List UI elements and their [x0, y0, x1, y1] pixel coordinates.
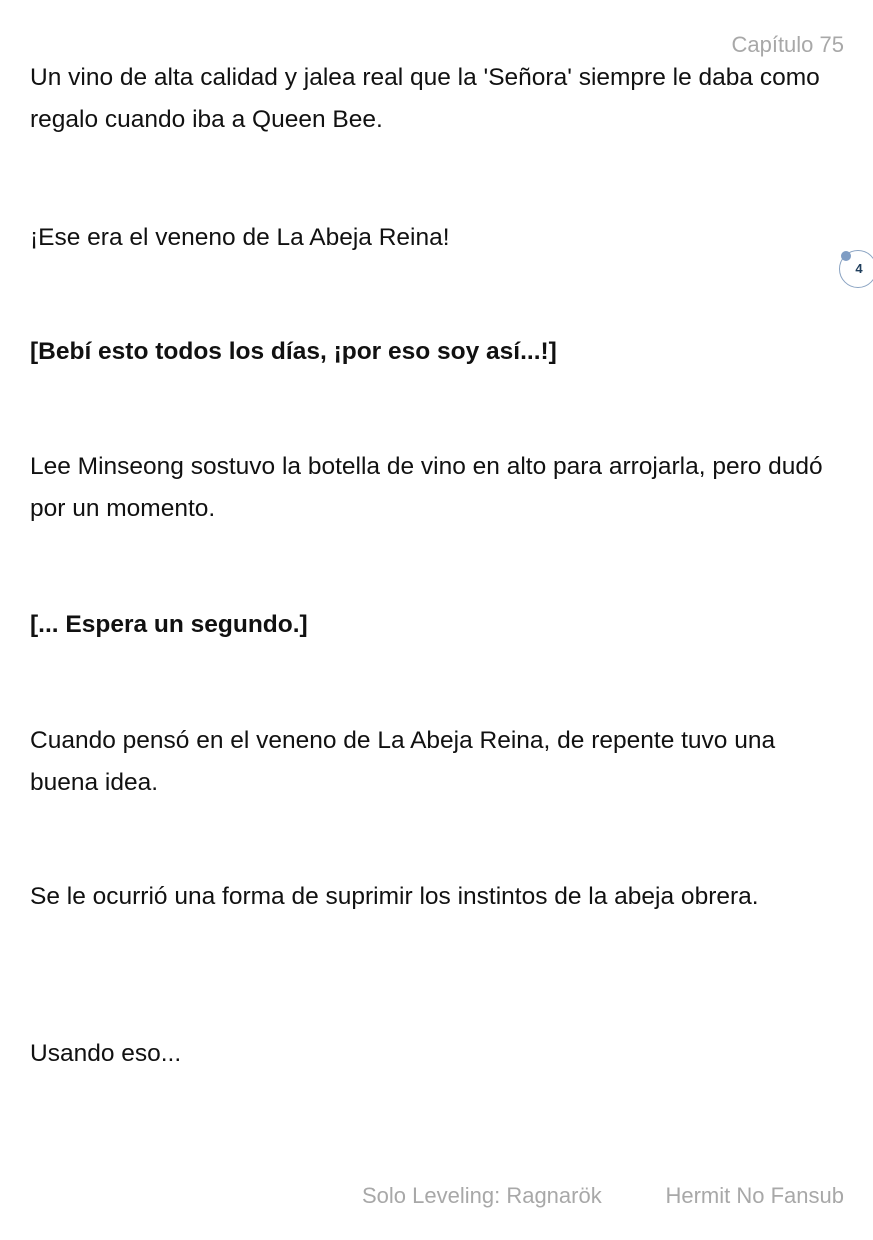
paragraph: ¡Ese era el veneno de La Abeja Reina!: [30, 224, 450, 251]
paragraph: Usando eso...: [30, 1040, 182, 1067]
paragraph: Cuando pensó en el veneno de La Abeja Reina, de repente tuvo una buena idea.: [30, 727, 776, 796]
group-name: Hermit No Fansub: [665, 1183, 844, 1208]
chapter-label: Capítulo 75: [731, 32, 844, 57]
paragraph: Lee Minseong sostuvo la botella de vino en alto para arrojarla, pero dudó por un momento.: [30, 453, 823, 522]
series-title: Solo Leveling: Ragnarök: [362, 1183, 602, 1208]
paragraph-bold: [... Espera un segundo.]: [30, 611, 308, 638]
comment-count-badge[interactable]: [839, 250, 873, 288]
paragraph: Un vino de alta calidad y jalea real que la 'Señora' siempre le daba como regalo cuando iba a Queen Bee.: [30, 64, 820, 133]
paragraph: Se le ocurrió una forma de suprimir los instintos de la abeja obrera.: [30, 883, 759, 910]
paragraph-bold: [Bebí esto todos los días, ¡por eso soy así...!]: [30, 338, 557, 365]
badge-count: 4: [855, 261, 863, 276]
badge-dot-icon: [841, 251, 851, 261]
